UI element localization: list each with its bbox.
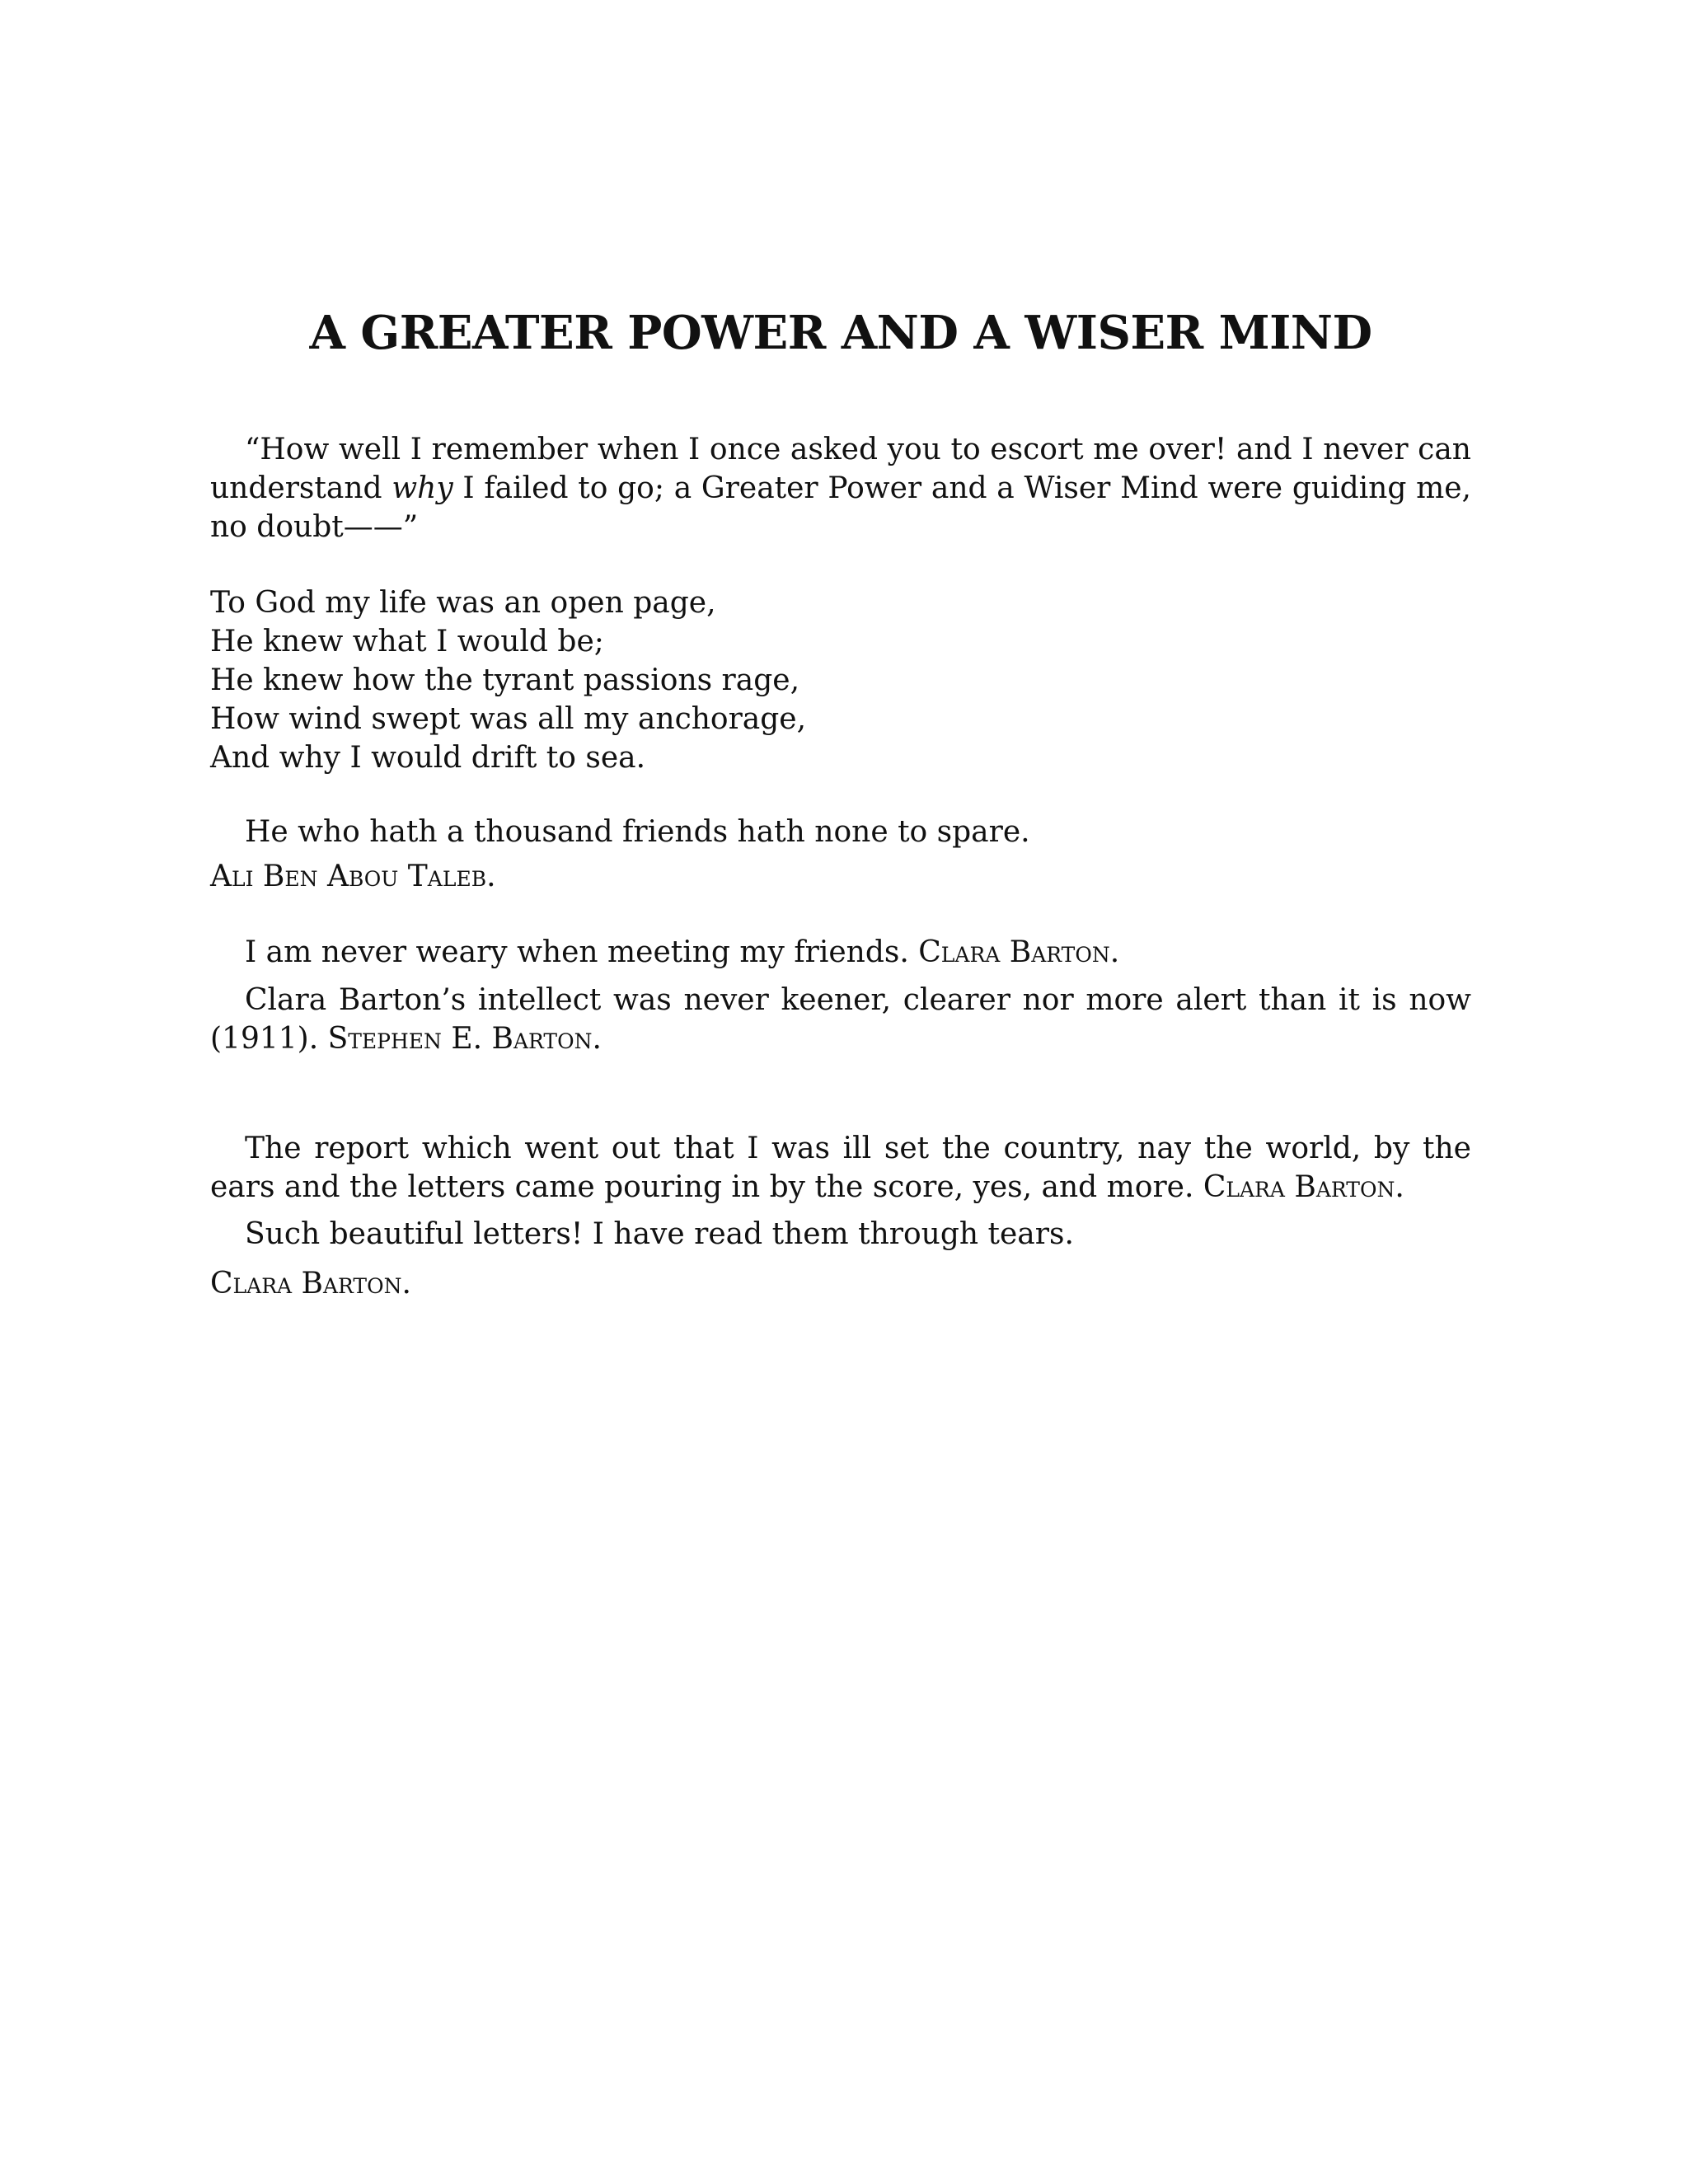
intro-emphasis: why: [392, 471, 453, 505]
verse-line: And why I would drift to sea.: [210, 741, 646, 775]
quote-attribution: Clara Barton.: [1203, 1170, 1404, 1204]
quote-attribution: Clara Barton.: [210, 1267, 411, 1301]
verse-line: To God my life was an open page,: [210, 586, 716, 620]
verse-line: How wind swept was all my anchorage,: [210, 702, 807, 736]
intro-paragraph: [210, 430, 1471, 546]
verse-line: He knew how the tyrant passions rage,: [210, 663, 800, 697]
page-title: A GREATER POWER AND A WISER MIND: [309, 306, 1372, 360]
quote-attribution: Clara Barton.: [918, 935, 1120, 969]
intro-text-after: I failed to go; a Greater Power and a Wiser Mind were guiding me, no doubt——”: [210, 471, 1471, 544]
quote-text: Clara Barton’s intellect was never keener, clearer nor more alert than it is now (1911).: [210, 983, 1471, 1056]
quote-text: Such beautiful letters! I have read them through tears.: [245, 1217, 1074, 1251]
verse-stanza: [210, 583, 1471, 777]
quote-text: The report which went out that I was ill set the country, nay the world, by the ears and the letters came pouring in by the score, yes, and more.: [210, 1132, 1471, 1204]
quote-attribution: Ali Ben Abou Taleb.: [210, 860, 496, 893]
quote-text: I am never weary when meeting my friends.: [245, 935, 919, 969]
intro-text-before: “How well I remember when I once asked you to escort me over! and I never can understand: [210, 433, 1471, 505]
verse-line: He knew what I would be;: [210, 625, 604, 658]
quote-attribution: Stephen E. Barton.: [327, 1022, 602, 1056]
quote-paragraph: [210, 981, 1471, 1058]
quote-paragraph: [210, 933, 1471, 972]
quote-text: He who hath a thousand friends hath none to spare.: [245, 815, 1030, 849]
quote-paragraph: [210, 1129, 1471, 1207]
